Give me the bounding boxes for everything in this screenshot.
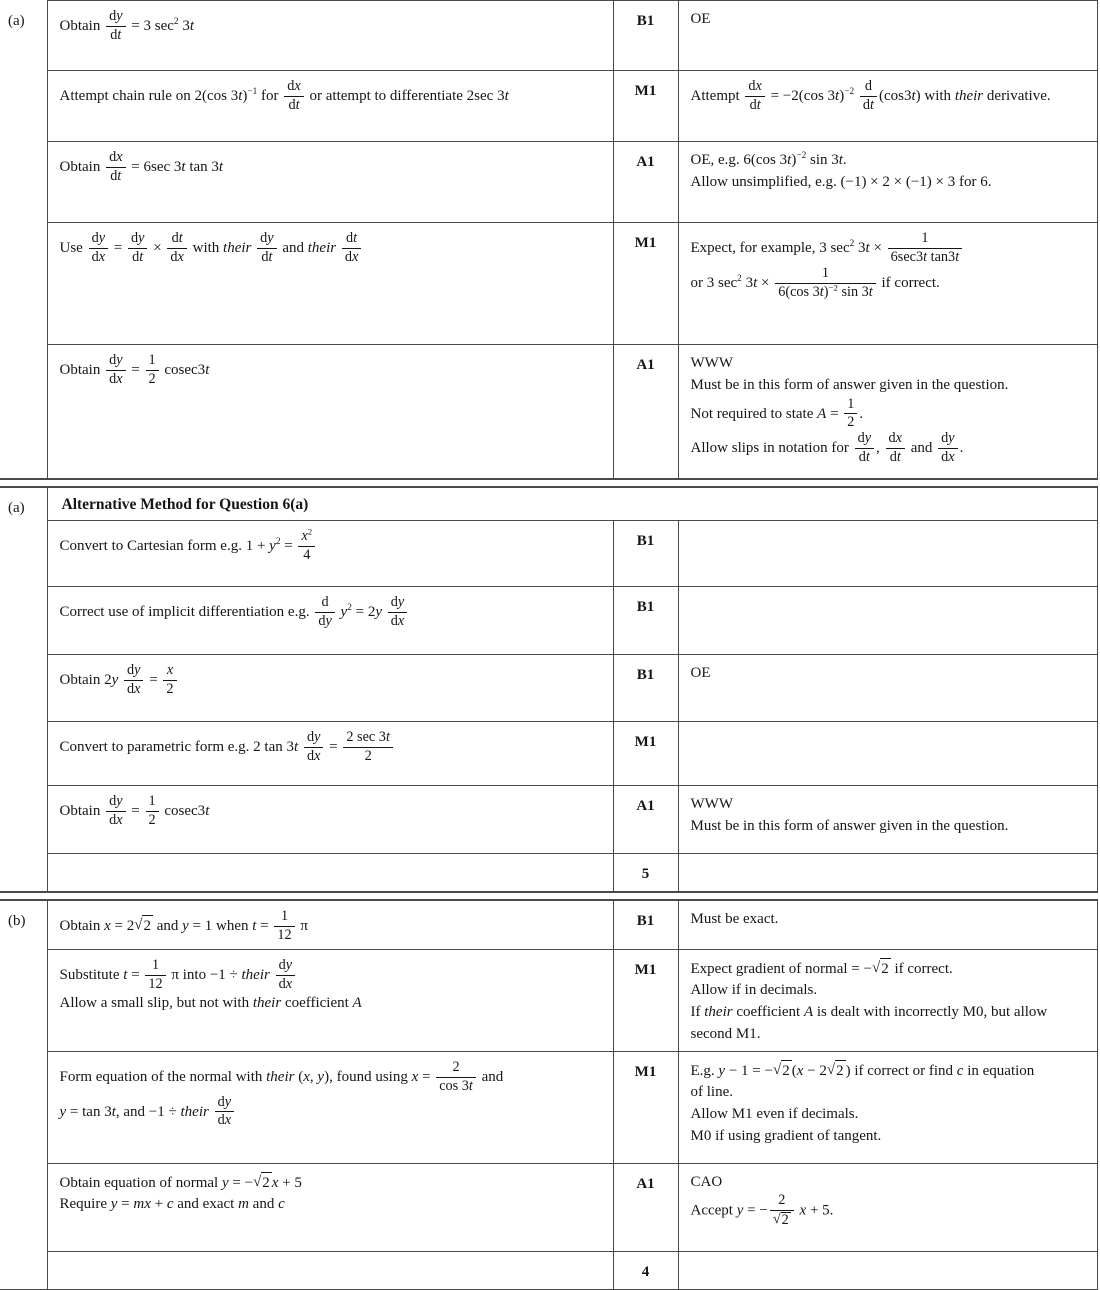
table-row	[0, 900, 1097, 949]
working-cell: Obtain $\frac{dx}{dt}$ = 6sec 3t tan 3t	[47, 142, 613, 223]
mark-cell: B1	[613, 900, 678, 949]
comment-cell: WWW Must be in this form of answer given in the question.	[678, 785, 1097, 853]
table-row	[0, 71, 1097, 142]
section-divider	[0, 892, 1097, 900]
mark-cell: M1	[613, 1051, 678, 1163]
table-row	[0, 586, 1097, 654]
working-cell: Attempt chain rule on 2(cos 3t)$^{-1}$ for $\frac{dx}{dt}$ or attempt to differentiate 2sec 3t	[47, 71, 613, 142]
comment-cell: Attempt $\frac{dx}{dt}$ = −2(cos 3t)$^{-2}$ $\frac{d}{dt}$ (cos3t) with their derivative.	[678, 71, 1097, 142]
table-row	[0, 142, 1097, 223]
comment-cell	[678, 586, 1097, 654]
working-cell: Obtain $\frac{dy}{dt}$ = 3 $\sec^2 3t$	[47, 1, 613, 71]
comment-cell: WWW Must be in this form of answer given in the question. Not required to state A = $\frac{1}{2}$ . Allow slips in notation for $\frac{dy}{dt}$ , $\frac{dx}{dt}$ and $\frac{dy}{dx}$ .	[678, 345, 1097, 479]
working-cell	[47, 853, 613, 891]
total-row	[0, 1251, 1097, 1289]
working-cell: Convert to parametric form e.g. 2 tan 3t $\frac{dy}{dx}$ = $\frac{2 \sec 3t}{2}$	[47, 721, 613, 785]
comment-cell	[678, 1251, 1097, 1289]
comment-cell: Expect gradient of normal = −√2 if correct. Allow if in decimals. If their coefficient A is dealt with incorrectly M0, but allow second M1.	[678, 949, 1097, 1051]
working-cell: Obtain x = 2√2 and y = 1 when t = $\frac{1}{12}$ π	[47, 900, 613, 949]
working-cell: Obtain 2y $\frac{dy}{dx}$ = $\frac{x}{2}$	[47, 654, 613, 721]
mark-cell: M1	[613, 949, 678, 1051]
mark-cell: B1	[613, 586, 678, 654]
table-row	[0, 345, 1097, 479]
working-cell	[47, 1251, 613, 1289]
comment-cell: Expect, for example, 3 $\sec^2 3t$ × $\frac{1}{\text{6sec3t tan3t}}$ or 3 $\sec^2 3t$ × $\frac{1}{6(\cos 3t)^{-2} \sin 3t}$ if correct.	[678, 223, 1097, 345]
working-cell: Correct use of implicit differentiation e.g. $\frac{d}{dy}$ $y^2 = 2y$ $\frac{dy}{dx}$	[47, 586, 613, 654]
table-row	[0, 949, 1097, 1051]
table-row	[0, 721, 1097, 785]
mark-cell: B1	[613, 654, 678, 721]
working-cell: Obtain $\frac{dy}{dx}$ = $\frac{1}{2}$ cosec3t	[47, 345, 613, 479]
comment-cell: Must be exact.	[678, 900, 1097, 949]
mark-cell: A1	[613, 345, 678, 479]
table-row	[0, 520, 1097, 586]
comment-cell: CAO Accept y = − $\frac{2}{√2}$ x + 5.	[678, 1163, 1097, 1251]
working-cell: Substitute t = $\frac{1}{12}$ π into −1 ÷ their $\frac{dy}{dx}$ Allow a small slip, but not with their coefficient A	[47, 949, 613, 1051]
table-row	[0, 1051, 1097, 1163]
table-row	[0, 223, 1097, 345]
total-row	[0, 853, 1097, 891]
table-row	[0, 487, 1097, 521]
comment-cell	[678, 520, 1097, 586]
mark-cell: M1	[613, 223, 678, 345]
mark-cell: B1	[613, 1, 678, 71]
mark-cell: A1	[613, 785, 678, 853]
part-label: (b)	[0, 900, 47, 1289]
comment-cell	[678, 853, 1097, 891]
working-cell: Use $\frac{dy}{dx}$ = $\frac{dy}{dt}$ × $\frac{dt}{dx}$ with their $\frac{dy}{dt}$ and their $\frac{dt}{dx}$	[47, 223, 613, 345]
marks-total-cell: 4	[613, 1251, 678, 1289]
comment-cell: OE	[678, 1, 1097, 71]
comment-cell: E.g. y − 1 = −√2 (x − 2√2 ) if correct or find c in equation of line. Allow M1 even if decimals. M0 if using gradient of tangent.	[678, 1051, 1097, 1163]
mark-cell: M1	[613, 721, 678, 785]
comment-cell	[678, 721, 1097, 785]
table-row	[0, 1, 1097, 71]
working-cell: Obtain equation of normal y = −√2 x + 5 Require y = mx + c and exact m and c	[47, 1163, 613, 1251]
section-divider	[0, 479, 1097, 487]
comment-cell: OE, e.g. 6(cos 3t)$^{-2}$ sin 3t. Allow unsimplified, e.g. (−1) × 2 × (−1) × 3 for 6.	[678, 142, 1097, 223]
part-label: (a)	[0, 1, 47, 479]
table-row	[0, 654, 1097, 721]
section-header: Alternative Method for Question 6(a)	[47, 487, 1097, 521]
working-cell: Obtain $\frac{dy}{dx}$ = $\frac{1}{2}$ cosec3t	[47, 785, 613, 853]
working-cell: Form equation of the normal with their (x, y), found using x = $\frac{2}{\cos 3t}$ and y = tan 3t, and −1 ÷ their $\frac{dy}{dx}$	[47, 1051, 613, 1163]
working-cell: Convert to Cartesian form e.g. $1 + y^2$ = $\frac{x^2}{4}$	[47, 520, 613, 586]
mark-cell: M1	[613, 71, 678, 142]
mark-cell: A1	[613, 1163, 678, 1251]
table-row	[0, 785, 1097, 853]
marks-total-cell: 5	[613, 853, 678, 891]
table-row	[0, 1163, 1097, 1251]
part-label: (a)	[0, 487, 47, 892]
mark-cell: A1	[613, 142, 678, 223]
mark-cell: B1	[613, 520, 678, 586]
comment-cell: OE	[678, 654, 1097, 721]
